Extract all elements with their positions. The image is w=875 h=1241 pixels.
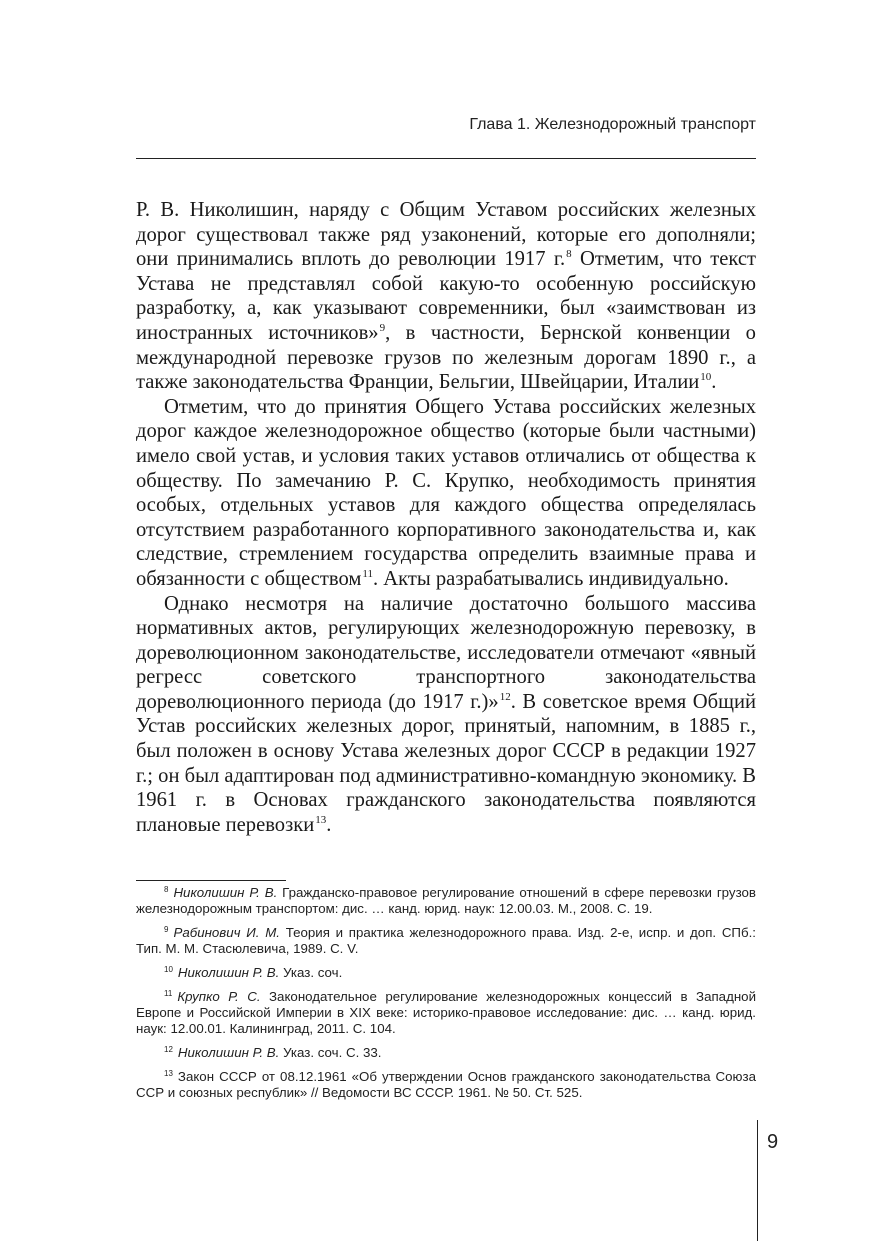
footnote-author: Николишин Р. В. [177,1045,280,1060]
footnote-ref[interactable]: 13 [315,813,327,826]
paragraph-text: Р. В. Николишин, наряду с Общим Уставом российских железных дорог существовал также ряд узаконений, которые его дополняли; они принимались вплоть до революции 1917 г. [136,199,756,271]
running-head: Глава 1. Железнодорожный транспорт [469,116,756,133]
footnote-number: 13 [164,1068,173,1078]
header-rule [136,158,756,159]
paragraph-3 [136,592,756,838]
footnote-9 [136,925,756,957]
footnote-text: Законодательное регулирование железнодорожных концессий в Западной Европе и Российской Империи в XIX веке: историко-правовое исследование: дис. … канд. юрид. наук: 12.00.01. Калининград, 2011. С. 104. [136,989,756,1036]
footnote-text: Теория и практика железнодорожного права. Изд. 2-е, испр. и доп. СПб.: Тип. М. М. Стасюлевича, 1989. С. V. [136,925,756,956]
paragraph-text: Отметим, что до принятия Общего Устава российских железных дорог каждое железнодорожное общество (которые были частными) имело свой устав, и условия таких уставов отличались от общества к обществу. По замечанию Р. С. Крупко, необходимость принятия особых, отдельных уставов для каждого общества определялась отсутствием разработанного корпоративного законодательства и, как следствие, стремлением государства определить взаимные права и обязанности с обществом [136,395,756,590]
paragraph-2 [136,395,756,592]
footnote-ref[interactable]: 10 [700,371,712,384]
footnote-author: Николишин Р. В. [173,885,278,900]
footnote-number: 10 [164,964,173,974]
footnote-8 [136,885,756,917]
footnote-ref[interactable]: 12 [499,691,511,704]
footnote-number: 8 [164,884,169,894]
footnote-separator [136,880,286,881]
page-number: 9 [767,1131,779,1153]
footnote-number: 9 [164,924,169,934]
footnote-12 [136,1045,756,1061]
page-number-rule [757,1120,758,1241]
footnote-text: Указ. соч. С. 33. [279,1045,382,1060]
paragraph-text: . В советское время Общий Устав российских железных дорог, принятый, напомним, в 1885 г., был положен в основу Устава железных дорог СССР в редакции 1927 г.; он был адаптирован под административно-командную экономику. В 1961 г. в Основах гражданского законодательства появляются плановые перевозки [136,690,756,836]
paragraph-text: Однако несмотря на наличие достаточно большого массива нормативных актов, регулирующих железнодорожную перевозку, в дореволюционном законодательстве, исследователи отмечают «явный регресс советского транспортного законодательства дореволюционного периода (до 1917 г.)» [136,592,756,713]
footnote-text: Гражданско-правовое регулирование отношений в сфере перевозки грузов железнодорожным транспортом: дис. … канд. юрид. наук: 12.00.03. М., 2008. С. 19. [136,885,756,916]
body-text [136,198,756,837]
footnote-ref[interactable]: 9 [379,322,386,335]
footnote-10 [136,965,756,981]
footnote-ref[interactable]: 8 [566,248,572,261]
footnote-number: 11 [164,988,173,998]
paragraph-1 [136,198,756,395]
footnotes [136,885,756,1109]
footnote-author: Николишин Р. В. [177,965,280,980]
footnote-text: Закон СССР от 08.12.1961 «Об утверждении Основ гражданского законодательства Союза ССР и союзных республик» // Ведомости ВС СССР. 1961. № 50. Ст. 525. [136,1069,756,1100]
footnote-13 [136,1069,756,1101]
footnote-author: Крупко Р. С. [177,989,261,1004]
paragraph-text: . [326,813,332,836]
paragraph-text: . [711,371,717,394]
paragraph-text: . Акты разрабатывались индивидуально. [373,567,729,590]
footnote-text: Указ. соч. [279,965,343,980]
paragraph-text: Отметим, что текст Устава не представлял собой какую-то особенную российскую разработку, а, как указывают современники, был «заимствован из иностранных источников» [136,248,756,344]
footnote-ref[interactable]: 11 [362,568,373,581]
footnote-number: 12 [164,1044,173,1054]
footnote-author: Рабинович И. М. [173,925,280,940]
footnote-11 [136,989,756,1037]
paragraph-text: , в частности, Бернской конвенции о международной перевозке грузов по железным дорогам 1890 г., а также законодательства Франции, Бельгии, Швейцарии, Италии [136,321,756,394]
